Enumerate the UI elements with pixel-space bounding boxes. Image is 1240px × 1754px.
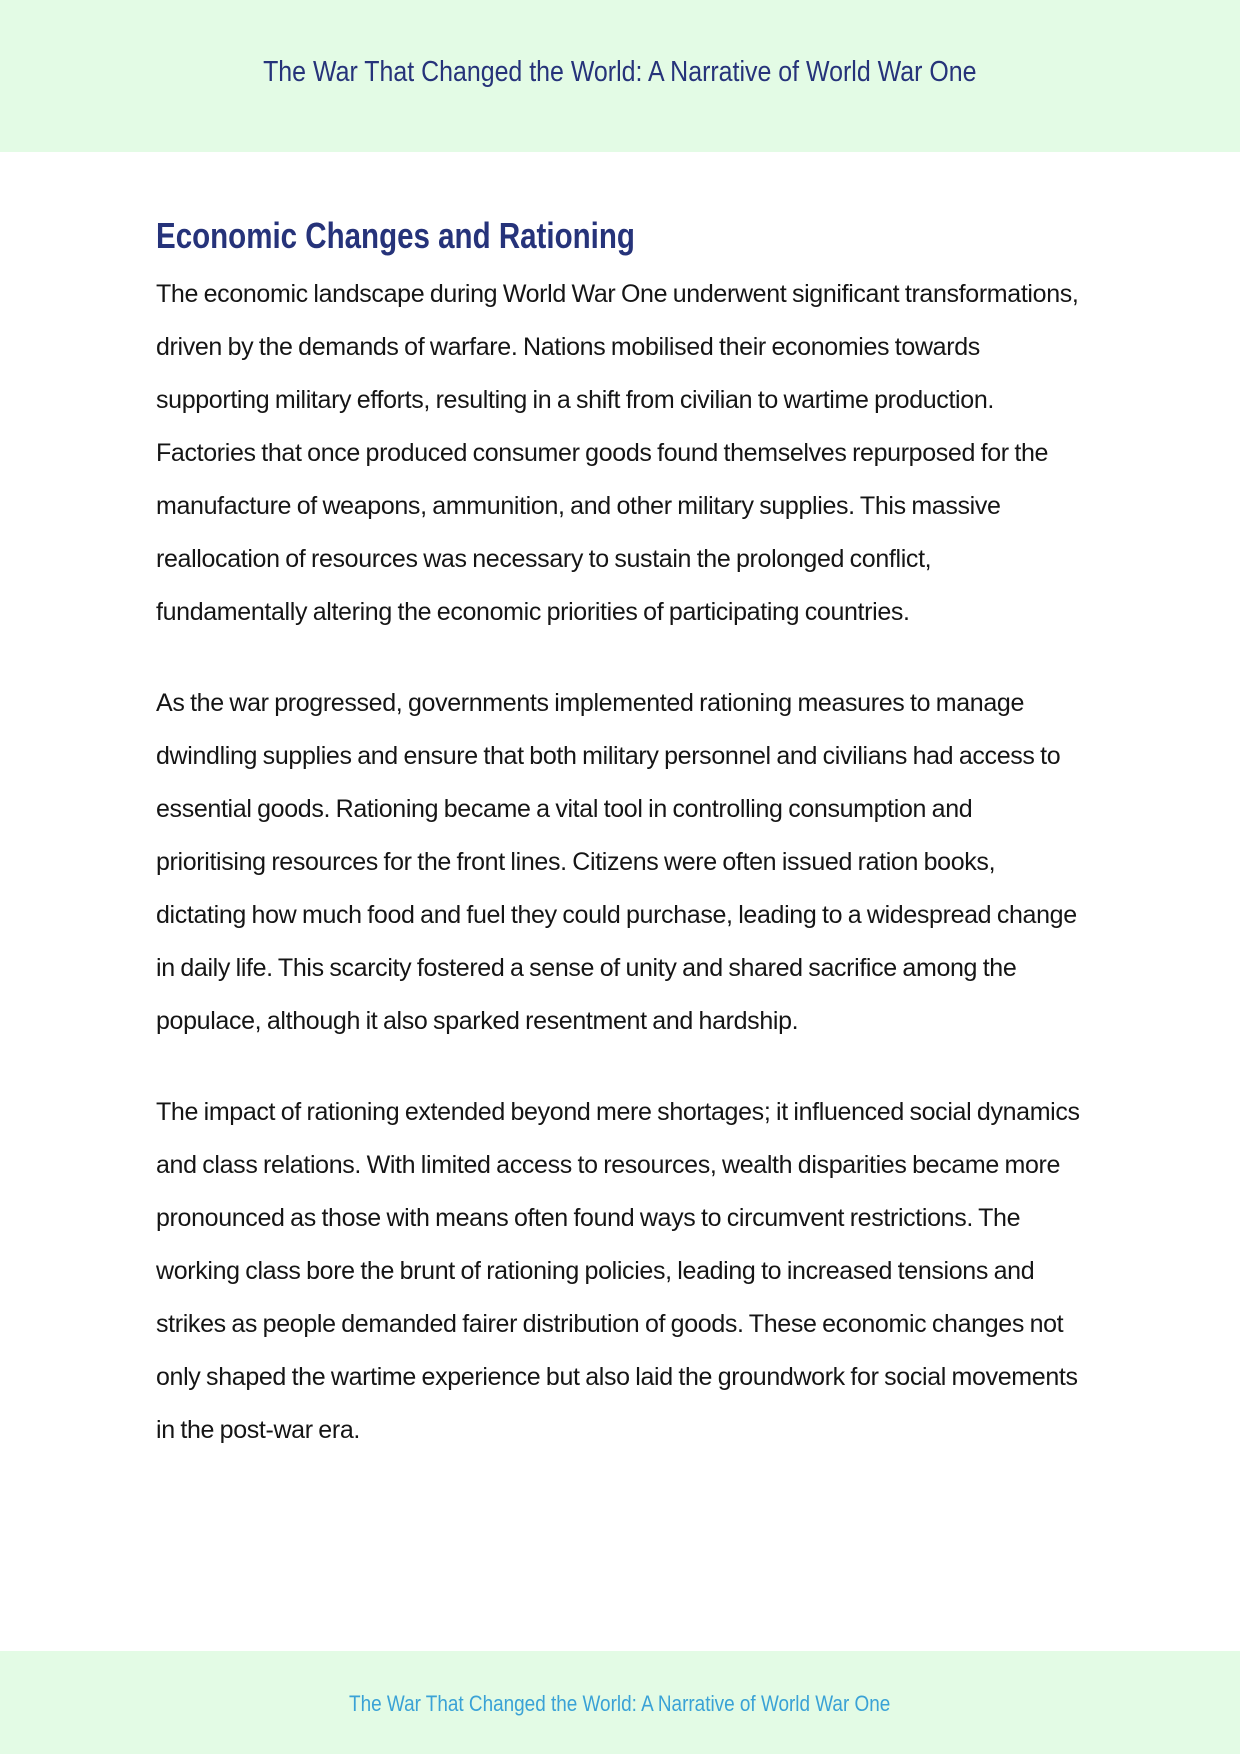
page-footer [0,1651,1240,1754]
page-header [0,0,1240,152]
body-paragraph-3: The impact of rationing extended beyond mere shortages; it influenced social dynamics and class relations. With limited access to resources, wealth disparities became more pronounced as those with means often found ways to circumvent restrictions. The working class bore the brunt of rationing policies, leading to increased tensions and strikes as people demanded fairer distribution of goods. These economic changes not only shaped the wartime experience but also laid the groundwork for social movements in the post-war era. [156,1098,1080,1444]
body-paragraph-2: As the war progressed, governments implemented rationing measures to manage dwindling supplies and ensure that both military personnel and civilians had access to essential goods. Rationing became a vital tool in controlling consumption and prioritising resources for the front lines. Citizens were often issued ration books, dictating how much food and fuel they could purchase, leading to a widespread change in daily life. This scarcity fostered a sense of unity and shared sacrifice among the populace, although it also sparked resentment and hardship. [156,689,1077,1035]
main-content [156,208,1086,1495]
footer-title: The War That Changed the World: A Narrative of World War One [349,1690,891,1716]
body-paragraph-1: The economic landscape during World War One underwent significant transformations, driven by the demands of warfare. Nations mobilised their economies towards supporting military efforts, resulting in a shift from civilian to wartime production. Factories that once produced consumer goods found themselves repurposed for the manufacture of weapons, ammunition, and other military supplies. This massive reallocation of resources was necessary to sustain the prolonged conflict, fundamentally altering the economic priorities of participating countries. [156,280,1079,626]
section-heading: Economic Changes and Rationing [156,215,635,256]
header-title: The War That Changed the World: A Narrative of World War One [263,55,977,88]
